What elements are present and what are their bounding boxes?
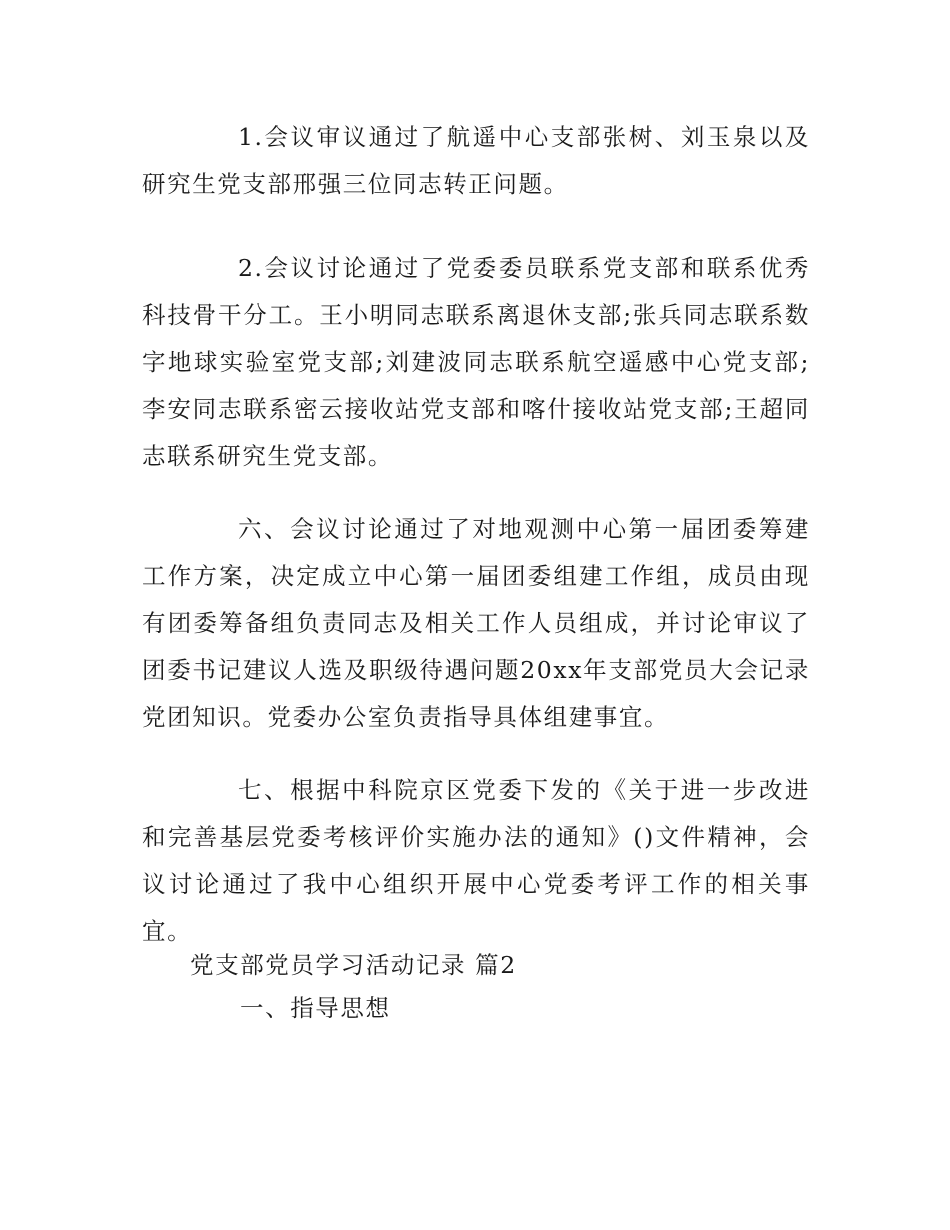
section-heading: 一、指导思想: [240, 994, 391, 1022]
paragraph-item-2: 2.会议讨论通过了党委委员联系党支部和联系优秀科技骨干分工。王小明同志联系离退休支部;张兵同志联系数字地球实验室党支部;刘建波同志联系航空遥感中心党支部;李安同志联系密云接收站党支部和喀什接收站党支部;王超同志联系研究生党支部。: [142, 254, 810, 470]
paragraph-section-6: 六、会议讨论通过了对地观测中心第一届团委筹建工作方案，决定成立中心第一届团委组建工作组，成员由现有团委筹备组负责同志及相关工作人员组成，并讨论审议了团委书记建议人选及职级待遇问题20xx年支部党员大会记录党团知识。党委办公室负责指导具体组建事宜。: [142, 515, 810, 731]
paragraph-section-7: 七、根据中科院京区党委下发的《关于进一步改进和完善基层党委考核评价实施办法的通知》()文件精神，会议讨论通过了我中心组织开展中心党委考评工作的相关事宜。: [142, 776, 810, 945]
paragraph-item-1: 1.会议审议通过了航遥中心支部张树、刘玉泉以及研究生党支部邢强三位同志转正问题。: [142, 123, 810, 198]
article-heading: 党支部党员学习活动记录 篇2: [190, 951, 517, 979]
